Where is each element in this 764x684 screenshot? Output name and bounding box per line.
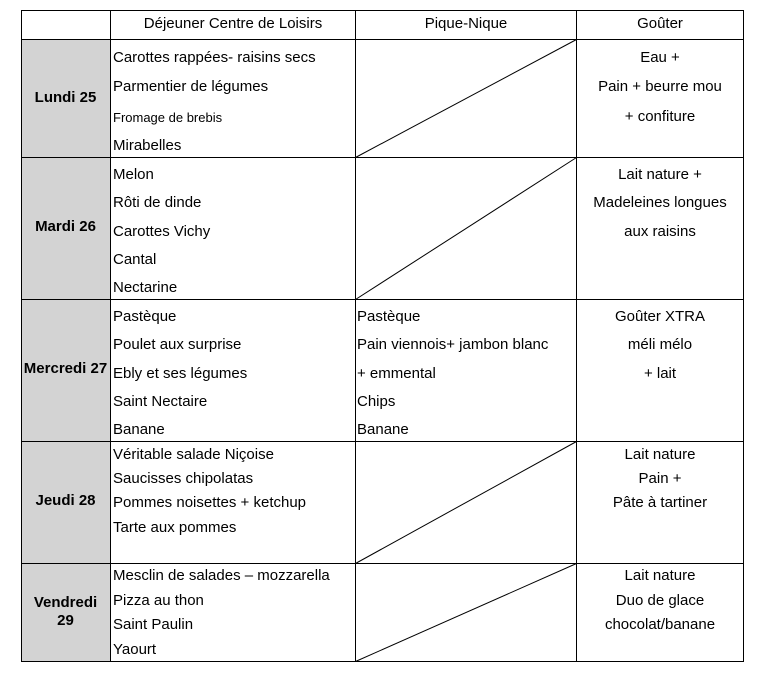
day-label-vendredi: Vendredi (33, 594, 98, 611)
snack-item: Pain + (638, 470, 682, 487)
snack-item: Duo de glace (615, 592, 705, 609)
picnic-item: Pain viennois+ jambon blanc (357, 336, 549, 353)
snack-item: Lait nature (624, 446, 696, 463)
lunch-item: Ebly et ses légumes (113, 365, 248, 382)
lunch-item: Banane (113, 421, 165, 438)
lunch-item: Pizza au thon (113, 592, 204, 609)
diagonal-jeudi (356, 442, 577, 564)
day-label-mardi: Mardi 26 (35, 218, 96, 235)
lunch-item: Mesclin de salades – mozzarella (113, 567, 330, 584)
header-snack: Goûter (637, 15, 683, 32)
day-label-mercredi: Mercredi 27 (23, 360, 108, 377)
lunch-item: Melon (113, 166, 154, 183)
day-label-lundi: Lundi 25 (34, 89, 97, 106)
lunch-item: Pommes noisettes + ketchup (113, 494, 307, 511)
lunch-item: Poulet aux surprise (113, 336, 242, 353)
snack-item: méli mélo (627, 336, 693, 353)
snack-item: Lait nature + (618, 166, 702, 183)
diagonal-lundi (356, 40, 577, 158)
diagonal-mardi (356, 158, 577, 300)
picnic-item: Banane (357, 421, 409, 438)
snack-item: + lait (643, 365, 677, 382)
picnic-item: Pastèque (357, 308, 421, 325)
snack-item: + confiture (624, 108, 696, 125)
snack-item: Eau + (640, 49, 680, 66)
lunch-item: Pastèque (113, 308, 177, 325)
snack-item: Pâte à tartiner (612, 494, 708, 511)
lunch-item: Véritable salade Niçoise (113, 446, 274, 463)
snack-item: Lait nature (624, 567, 696, 584)
day-column-shading (21, 39, 110, 661)
lunch-item: Mirabelles (113, 137, 182, 154)
snack-item: aux raisins (624, 223, 696, 240)
lunch-item: Tarte aux pommes (113, 519, 237, 536)
lunch-item: Carottes rappées- raisins secs (113, 49, 316, 66)
picnic-item: Chips (357, 393, 396, 410)
diagonal-vendredi (356, 564, 577, 662)
lunch-item: Fromage de brebis (113, 110, 223, 125)
lunch-item: Saucisses chipolatas (113, 470, 254, 487)
lunch-item: Saint Paulin (113, 616, 194, 633)
day-label-jeudi: Jeudi 28 (35, 492, 96, 509)
snack-item: chocolat/banane (604, 616, 716, 633)
lunch-item: Parmentier de légumes (113, 78, 269, 95)
lunch-item: Carottes Vichy (113, 223, 211, 240)
lunch-item: Yaourt (113, 641, 157, 658)
picnic-item: + emmental (357, 365, 436, 382)
lunch-item: Saint Nectaire (113, 393, 208, 410)
header-lunch: Déjeuner Centre de Loisirs (143, 15, 323, 32)
lunch-item: Rôti de dinde (113, 194, 202, 211)
day-label-vendredi-date: 29 (57, 612, 74, 629)
lunch-item: Cantal (113, 251, 157, 268)
lunch-item: Nectarine (113, 279, 178, 296)
snack-item: Madeleines longues (593, 194, 727, 211)
snack-item: Pain + beurre mou (598, 78, 722, 95)
snack-item: Goûter XTRA (614, 308, 706, 325)
header-picnic: Pique-Nique (424, 15, 508, 32)
